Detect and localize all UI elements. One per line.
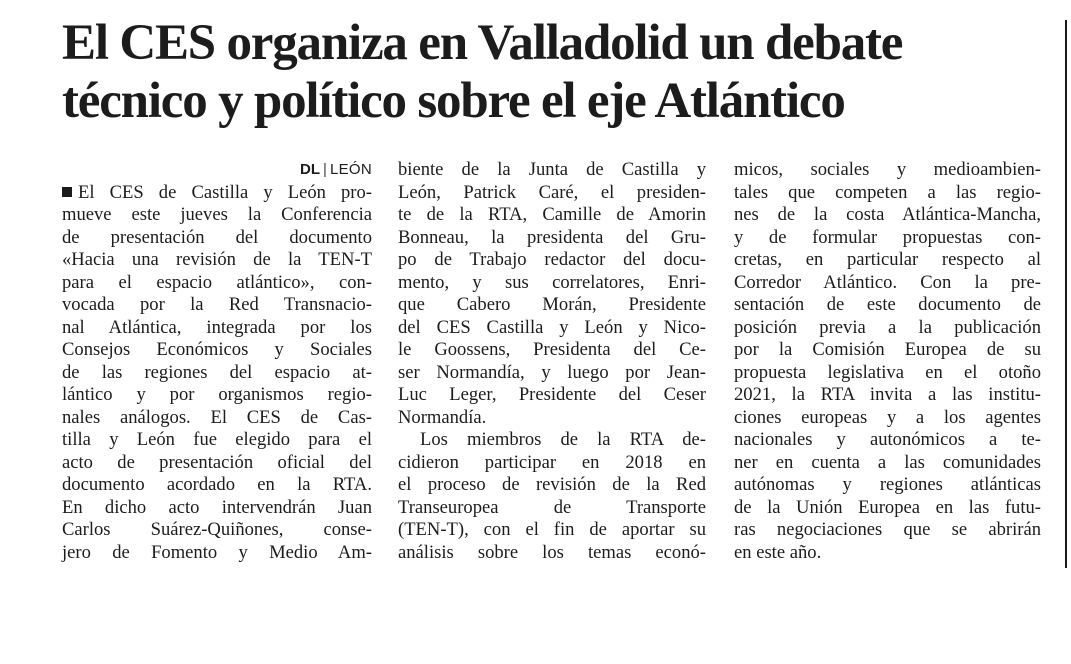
text-line: tilla y León fue elegido para el xyxy=(62,429,372,450)
text-line: el proceso de revisión de la Red xyxy=(398,474,706,495)
headline-line-1: El CES organiza en Valladolid un debate xyxy=(62,15,903,71)
text-line: mento, y sus correlatores, Enri- xyxy=(398,271,706,293)
text-line: jero de Fomento y Medio Am- xyxy=(62,541,372,563)
byline xyxy=(62,159,372,182)
text-line: y de formular propuestas con- xyxy=(734,226,1041,248)
lead-square-icon xyxy=(62,187,72,197)
text-line: cidieron participar en 2018 en xyxy=(398,451,706,473)
text-line: Los miembros de la RTA de- xyxy=(420,429,706,450)
text-line: biente de la Junta de Castilla y xyxy=(398,159,706,180)
text-line: documento acordado en la RTA. xyxy=(62,474,372,495)
text-line: lántico y por organismos regio- xyxy=(62,384,372,405)
text-line: del CES Castilla y León y Nico- xyxy=(398,316,706,338)
text-line: de la Unión Europea en las futu- xyxy=(734,496,1041,518)
text-line: León, Patrick Caré, el presiden- xyxy=(398,181,706,203)
text-line: «Hacia una revisión de la TEN-T xyxy=(62,249,372,270)
text-line: Transeuropea de Transporte xyxy=(398,496,706,518)
text-line: tales que competen a las regio- xyxy=(734,181,1041,203)
byline-agency: DL xyxy=(300,161,321,178)
text-line: autónomas y regiones atlánticas xyxy=(734,474,1041,495)
text-line: propuesta legislativa en el otoño xyxy=(734,361,1041,383)
headline-line-2: técnico y político sobre el eje Atlántico xyxy=(62,73,845,129)
text-line: posición previa a la publicación xyxy=(734,316,1041,338)
text-line: El CES de Castilla y León pro- xyxy=(62,182,372,205)
article-column-2 xyxy=(398,159,706,564)
text-line: para el espacio atlántico», con- xyxy=(62,271,372,293)
byline-place: LEÓN xyxy=(329,161,372,178)
text-line: vocada por la Red Transnacio- xyxy=(62,294,372,315)
article-column-3 xyxy=(734,159,1041,564)
byline-separator: | xyxy=(323,161,327,178)
text-line: que Cabero Morán, Presidente xyxy=(398,294,706,315)
text-line: mueve este jueves la Conferencia xyxy=(62,204,372,225)
text-line: acto de presentación oficial del xyxy=(62,451,372,473)
text-line: 2021, la RTA invita a las institu- xyxy=(734,384,1041,405)
article-column-1 xyxy=(62,159,372,564)
text-line: de las regiones del espacio at- xyxy=(62,361,372,383)
text-line: por la Comisión Europea de su xyxy=(734,339,1041,360)
text-line: Normandía. xyxy=(398,406,487,428)
text-line: le Goossens, Presidenta del Ce- xyxy=(398,339,706,360)
text-line: nal Atlántica, integrada por los xyxy=(62,316,372,338)
text-line: nales análogos. El CES de Cas- xyxy=(62,406,372,428)
text-line: micos, sociales y medioambien- xyxy=(734,159,1041,180)
text-line: ciones europeas y a los agentes xyxy=(734,406,1041,428)
column-rule-right xyxy=(1065,20,1067,568)
text-line: ras negociaciones que se abrirán xyxy=(734,519,1041,540)
text-line: Corredor Atlántico. Con la pre- xyxy=(734,271,1041,293)
text-line: Carlos Suárez-Quiñones, conse- xyxy=(62,519,372,540)
text-line: ner en cuenta a las comunidades xyxy=(734,451,1041,473)
text-line: en este año. xyxy=(734,541,822,563)
text-line: nacionales y autonómicos a te- xyxy=(734,429,1041,450)
text-line: de presentación del documento xyxy=(62,226,372,248)
text-line: sentación de este documento de xyxy=(734,294,1041,315)
text-line: En dicho acto intervendrán Juan xyxy=(62,496,372,518)
text-line: (TEN-T), con el fin de aportar su xyxy=(398,519,706,540)
text-line: po de Trabajo redactor del docu- xyxy=(398,249,706,270)
text-line: ser Normandía, y luego por Jean- xyxy=(398,361,706,383)
text-line: Bonneau, la presidenta del Gru- xyxy=(398,226,706,248)
text-line: cretas, en particular respecto al xyxy=(734,249,1041,270)
text-line: te de la RTA, Camille de Amorin xyxy=(398,204,706,225)
text-line: Consejos Económicos y Sociales xyxy=(62,339,372,360)
text-line: nes de la costa Atlántica-Mancha, xyxy=(734,204,1041,225)
text-line: Luc Leger, Presidente del Ceser xyxy=(398,384,706,405)
article-headline xyxy=(62,14,1052,130)
text-line: análisis sobre los temas econó- xyxy=(398,541,706,563)
